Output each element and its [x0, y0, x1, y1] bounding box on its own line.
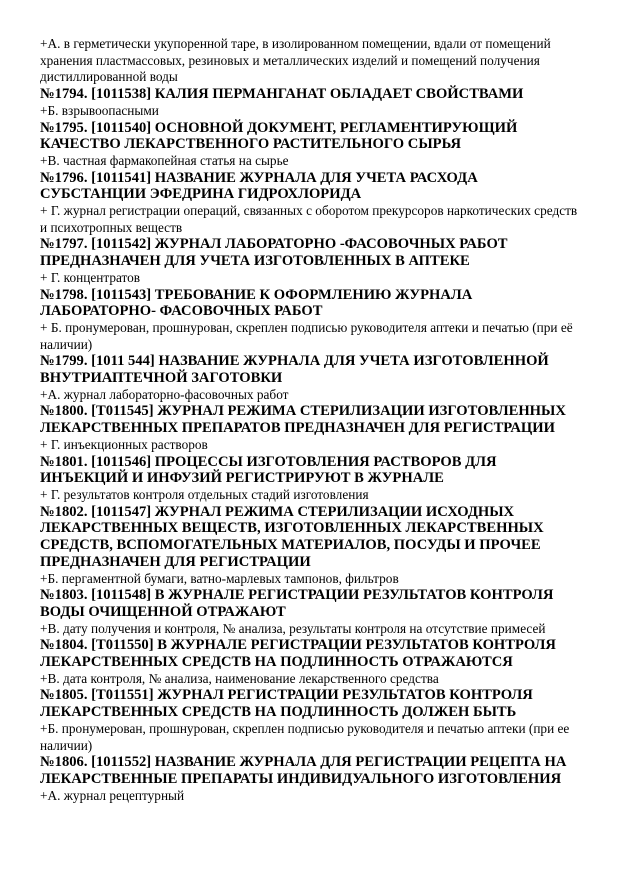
question-line: №1799. [1011 544] НАЗВАНИЕ ЖУРНАЛА ДЛЯ УЧЕТА ИЗГОТОВЛЕННОЙ ВНУТРИАПТЕЧНОЙ ЗАГОТОВКИ	[40, 353, 549, 387]
question-line: №1795. [1011540] ОСНОВНОЙ ДОКУМЕНТ, РЕГЛАМЕНТИРУЮЩИЙ КАЧЕСТВО ЛЕКАРСТВЕННОГО РАСТИТЕЛЬНОГО СЫРЬЯ	[40, 119, 518, 153]
question-line: №1794. [1011538] КАЛИЯ ПЕРМАНГАНАТ ОБЛАДАЕТ СВОЙСТВАМИ	[40, 86, 524, 103]
answer-line: +Б. пронумерован, прошнурован, скреплен подписью руководителя и печатью аптеки (при ее наличии)	[40, 720, 570, 753]
answer-line: + Г. журнал регистрации операций, связанных с оборотом прекурсоров наркотических средств и психотропных веществ	[40, 203, 578, 235]
question-line: №1796. [1011541] НАЗВАНИЕ ЖУРНАЛА ДЛЯ УЧЕТА РАСХОДА СУБСТАНЦИИ ЭФЕДРИНА ГИДРОХЛОРИДА	[40, 169, 478, 203]
answer-line: +Б. пергаментной бумаги, ватно-марлевых тампонов, фильтров	[40, 570, 399, 586]
question-line: №1798. [1011543] ТРЕБОВАНИЕ К ОФОРМЛЕНИЮ ЖУРНАЛА ЛАБОРАТОРНО- ФАСОВОЧНЫХ РАБОТ	[40, 286, 473, 320]
question-line: №1800. [Т011545] ЖУРНАЛ РЕЖИМА СТЕРИЛИЗАЦИИ ИЗГОТОВЛЕННЫХ ЛЕКАРСТВЕННЫХ ПРЕПАРАТОВ ПРЕДНАЗНАЧЕН ДЛЯ РЕГИСТРАЦИИ	[40, 403, 566, 437]
question-line: №1806. [1011552] НАЗВАНИЕ ЖУРНАЛА ДЛЯ РЕГИСТРАЦИИ РЕЦЕПТА НА ЛЕКАРСТВЕННЫЕ ПРЕПАРАТЫ ИНДИВИДУАЛЬНОГО ИЗГОТОВЛЕНИЯ	[40, 754, 567, 787]
answer-line: +А. в герметически укупоренной таре, в изолированном помещении, вдали от помещений хранения пластмассовых, резиновых и металлических изделий и помещений получения дистиллированной воды	[40, 36, 551, 85]
answer-line: + Г. результатов контроля отдельных стадий изготовления	[40, 486, 369, 502]
question-line: №1797. [1011542] ЖУРНАЛ ЛАБОРАТОРНО -ФАСОВОЧНЫХ РАБОТ ПРЕДНАЗНАЧЕН ДЛЯ УЧЕТА ИЗГОТОВЛЕННЫХ В АПТЕКЕ	[40, 236, 508, 270]
answer-line: +В. дату получения и контроля, № анализа, результаты контроля на отсутствие примесей	[40, 620, 546, 636]
answer-line: + Г. инъекционных растворов	[40, 436, 208, 452]
question-line: №1802. [1011547] ЖУРНАЛ РЕЖИМА СТЕРИЛИЗАЦИИ ИСХОДНЫХ ЛЕКАРСТВЕННЫХ ВЕЩЕСТВ, ИЗГОТОВЛЕННЫХ ЛЕКАРСТВЕННЫХ СРЕДСТВ, ВСПОМОГАТЕЛЬНЫХ МАТЕРИАЛОВ, ПОСУДЫ И ПРОЧЕЕ ПРЕДНАЗНАЧЕН ДЛЯ РЕГИСТРАЦИИ	[40, 503, 544, 570]
question-line: №1803. [1011548] В ЖУРНАЛЕ РЕГИСТРАЦИИ РЕЗУЛЬТАТОВ КОНТРОЛЯ ВОДЫ ОЧИЩЕННОЙ ОТРАЖАЮТ	[40, 587, 554, 620]
answer-line: +В. частная фармакопейная статья на сырье	[40, 152, 289, 168]
answer-line: + Б. пронумерован, прошнурован, скреплен подписью руководителя аптеки и печатью (при её наличии)	[40, 319, 573, 352]
answer-line: +А. журнал лабораторно-фасовочных работ	[40, 386, 289, 402]
question-line: №1801. [1011546] ПРОЦЕССЫ ИЗГОТОВЛЕНИЯ РАСТВОРОВ ДЛЯ ИНЪЕКЦИЙ И ИНФУЗИЙ РЕГИСТРИРУЮТ В ЖУРНАЛЕ	[40, 453, 497, 487]
answer-line: +Б. взрывоопасными	[40, 102, 159, 118]
question-line: №1804. [Т011550] В ЖУРНАЛЕ РЕГИСТРАЦИИ РЕЗУЛЬТАТОВ КОНТРОЛЯ ЛЕКАРСТВЕННЫХ СРЕДСТВ НА ПОДЛИННОСТЬ ОТРАЖАЮТСЯ	[40, 637, 556, 671]
answer-line: +А. журнал рецептурный	[40, 787, 185, 803]
answer-line: +В. дата контроля, № анализа, наименование лекарственного средства	[40, 670, 439, 686]
answer-line: + Г. концентратов	[40, 269, 141, 285]
question-line: №1805. [Т011551] ЖУРНАЛ РЕГИСТРАЦИИ РЕЗУЛЬТАТОВ КОНТРОЛЯ ЛЕКАРСТВЕННЫХ СРЕДСТВ НА ПОДЛИННОСТЬ ДОЛЖЕН БЫТЬ	[40, 687, 533, 721]
